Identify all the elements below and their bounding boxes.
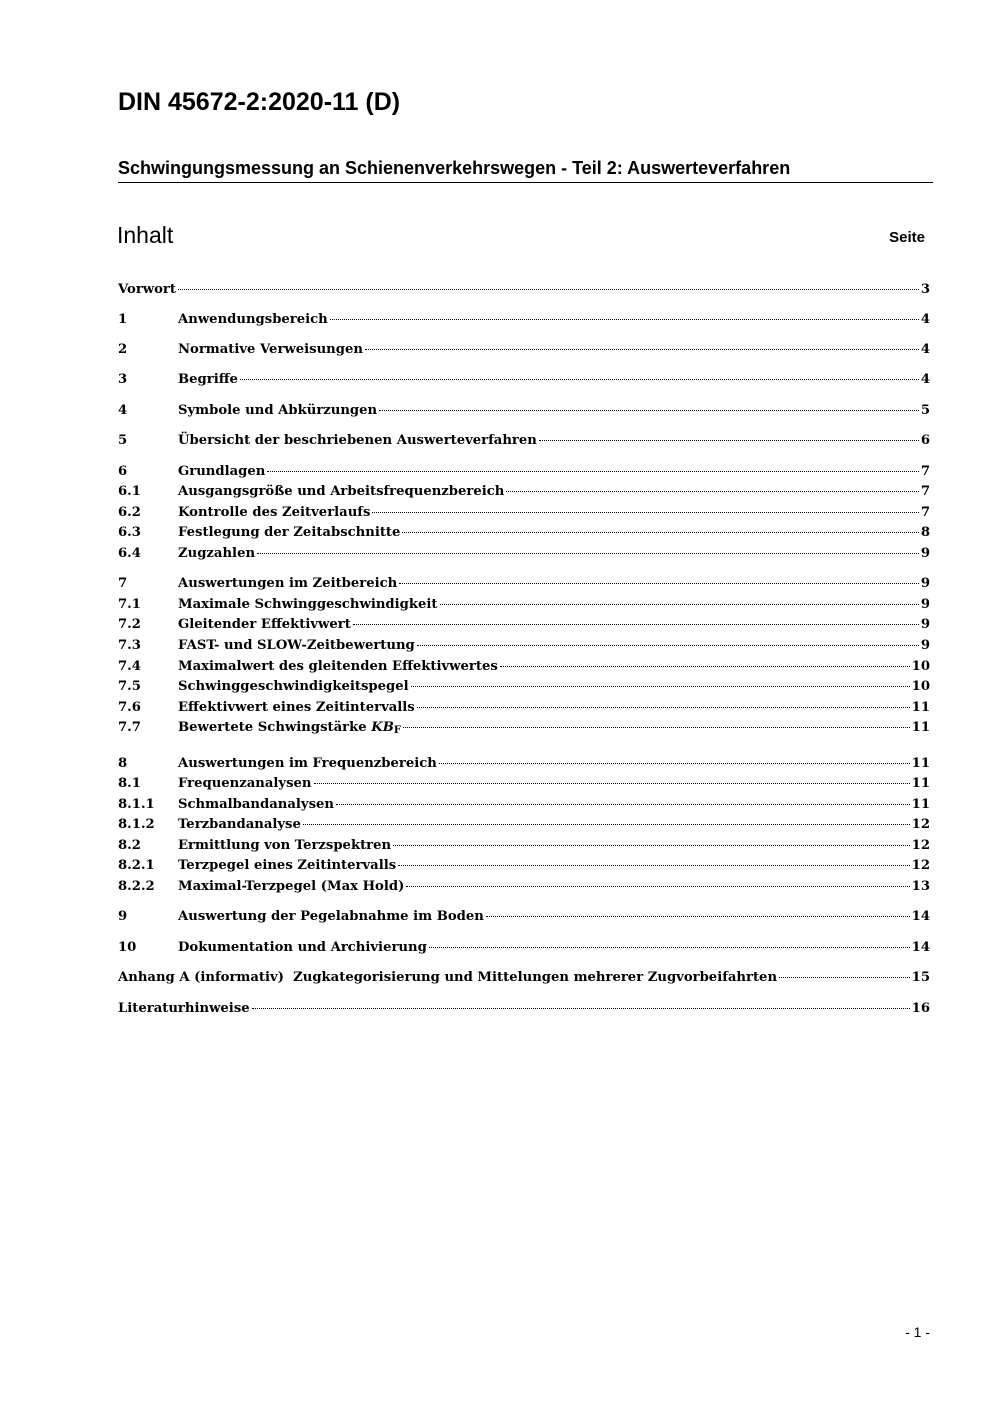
dot-leader: [417, 645, 919, 646]
dot-leader: [267, 471, 918, 472]
toc-entry-2[interactable]: [118, 340, 930, 360]
dot-leader: [399, 583, 919, 584]
toc-entry-anhang-a[interactable]: [118, 968, 930, 988]
dot-leader: [539, 440, 919, 441]
dot-leader: [252, 1008, 910, 1009]
toc-entry-page: 15: [911, 970, 930, 985]
toc-entry-page: 14: [911, 940, 930, 955]
toc-entry-label: Terzpegel eines Zeitintervalls: [178, 858, 397, 873]
toc-entry-page: 11: [911, 700, 930, 715]
toc-entry-label: Dokumentation und Archivierung: [178, 940, 427, 955]
dot-leader: [178, 289, 919, 290]
dot-leader: [406, 886, 909, 887]
dot-leader: [372, 512, 918, 513]
toc-entry-page: 7: [920, 484, 930, 499]
toc-entry-label: Ermittlung von Terzspektren: [178, 838, 392, 853]
toc-entry-number: 6: [118, 464, 128, 479]
document-title: DIN 45672-2:2020-11 (D): [118, 88, 401, 116]
symbol-subscript: F: [393, 725, 401, 736]
toc-entry-page: 5: [920, 403, 930, 418]
toc-entry-number: 7: [118, 576, 128, 591]
toc-entry-number: 8.1.1: [118, 797, 155, 812]
toc-entry-label: Symbole und Abkürzungen: [178, 403, 378, 418]
toc-entry-literaturhinweise[interactable]: [118, 999, 930, 1019]
toc-entry-page: 6: [920, 433, 930, 448]
toc-entry-6[interactable]: [118, 462, 930, 482]
toc-entry-page: 11: [911, 797, 930, 812]
page-number: - 1 -: [905, 1324, 930, 1340]
toc-entry-page: 9: [920, 576, 930, 591]
toc-entry-page: 11: [911, 756, 930, 771]
dot-leader: [486, 916, 910, 917]
toc-entry-label: Festlegung der Zeitabschnitte: [178, 525, 401, 540]
toc-entry-number: 4: [118, 403, 128, 418]
toc-entry-number: 6.4: [118, 546, 141, 561]
dot-leader: [429, 947, 910, 948]
toc-entry-page: 4: [920, 342, 930, 357]
toc-entry-6-2[interactable]: [118, 503, 930, 523]
toc-entry-9[interactable]: [118, 907, 930, 927]
dot-leader: [440, 604, 919, 605]
toc-entry-7-2[interactable]: [118, 615, 930, 635]
toc-entry-label: Terzbandanalyse: [178, 817, 301, 832]
toc-entry-7-5[interactable]: [118, 677, 930, 697]
symbol-kb: KB: [371, 720, 394, 735]
dot-leader: [353, 624, 919, 625]
toc-entry-number: 7.1: [118, 597, 141, 612]
toc-entry-page: 9: [920, 617, 930, 632]
toc-entry-page: 11: [911, 776, 930, 791]
dot-leader: [330, 319, 919, 320]
toc-entry-label: Übersicht der beschriebenen Auswerteverfahren: [178, 433, 537, 448]
toc-entry-page: 13: [911, 879, 930, 894]
toc-entry-page: 8: [920, 525, 930, 540]
toc-entry-page: 3: [920, 282, 930, 297]
toc-entry-7-3[interactable]: [118, 636, 930, 656]
toc-entry-label: Maximal-Terzpegel (Max Hold): [178, 879, 405, 894]
toc-entry-page: 12: [911, 858, 930, 873]
toc-entry-label: Anwendungsbereich: [178, 312, 328, 327]
dot-leader: [336, 804, 910, 805]
toc-entry-7-7[interactable]: [118, 718, 930, 738]
toc-entry-label: Vorwort: [118, 282, 176, 297]
toc-entry-number: 8.1: [118, 776, 141, 791]
toc-entry-number: 8: [118, 756, 128, 771]
dot-leader: [393, 845, 910, 846]
toc-entry-label: Grundlagen: [178, 464, 266, 479]
toc-entry-number: 2: [118, 342, 128, 357]
toc-entry-8-1-1[interactable]: [118, 795, 930, 815]
toc-entry-page: 11: [911, 720, 930, 735]
toc-entry-number: 8.2.2: [118, 879, 155, 894]
toc-entry-number: 7.5: [118, 679, 141, 694]
toc-entry-8-2-2[interactable]: [118, 877, 930, 897]
toc-entry-number: 5: [118, 433, 128, 448]
toc-entry-label: Frequenzanalysen: [178, 776, 312, 791]
toc-entry-label: Maximalwert des gleitenden Effektivwertes: [178, 659, 498, 674]
toc-entry-10[interactable]: [118, 938, 930, 958]
toc-entry-number: 8.1.2: [118, 817, 155, 832]
dot-leader: [398, 865, 910, 866]
toc-entry-label: Kontrolle des Zeitverlaufs: [178, 505, 371, 520]
toc-entry-7-1[interactable]: [118, 595, 930, 615]
dot-leader: [779, 977, 910, 978]
toc-entry-8-1-2[interactable]: [118, 815, 930, 835]
toc-entry-6-1[interactable]: [118, 482, 930, 502]
dot-leader: [411, 686, 910, 687]
toc-entry-label: Effektivwert eines Zeitintervalls: [178, 700, 415, 715]
toc-entry-8-2-1[interactable]: [118, 856, 930, 876]
dot-leader: [257, 553, 919, 554]
toc-entry-label: Schwinggeschwindigkeitspegel: [178, 679, 409, 694]
toc-entry-page: 10: [911, 679, 930, 694]
toc-entry-page: 12: [911, 817, 930, 832]
toc-entry-page: 4: [920, 372, 930, 387]
toc-entry-label: Schmalbandanalysen: [178, 797, 334, 812]
toc-entry-page: 12: [911, 838, 930, 853]
toc-entry-label: Literaturhinweise: [118, 1001, 250, 1016]
toc-entry-label: Bewertete Schwingstärke $KB_F$: [178, 720, 401, 736]
toc-entry-1[interactable]: [118, 310, 930, 330]
dot-leader: [240, 379, 919, 380]
toc-entry-number: 6.2: [118, 505, 141, 520]
toc-entry-label: Gleitender Effektivwert: [178, 617, 351, 632]
toc-entry-number: 7.7: [118, 720, 141, 735]
toc-entry-number: 7.3: [118, 638, 141, 653]
toc-entry-label: Ausgangsgröße und Arbeitsfrequenzbereich: [178, 484, 505, 499]
toc-entry-number: 8.2.1: [118, 858, 155, 873]
toc-entry-8-2[interactable]: [118, 836, 930, 856]
toc-entry-page: 16: [911, 1001, 930, 1016]
document-subtitle: Schwingungsmessung an Schienenverkehrswegen - Teil 2: Auswerteverfahren: [118, 158, 933, 183]
dot-leader: [417, 707, 910, 708]
toc-entry-vorwort[interactable]: [118, 280, 930, 300]
toc-page-column-header: Seite: [889, 229, 925, 246]
dot-leader: [500, 666, 910, 667]
toc-entry-page: 14: [911, 909, 930, 924]
toc-entry-page: 9: [920, 546, 930, 561]
toc-entry-number: 10: [118, 940, 137, 955]
toc-entry-label: Maximale Schwinggeschwindigkeit: [178, 597, 438, 612]
dot-leader: [402, 532, 918, 533]
toc-entry-page: 10: [911, 659, 930, 674]
toc-entry-number: 6.3: [118, 525, 141, 540]
toc-entry-number: 7.6: [118, 700, 141, 715]
toc-entry-label: Anhang A (informativ) Zugkategorisierung und Mittelungen mehrerer Zugvorbeifahrten: [118, 970, 778, 985]
toc-entry-6-3[interactable]: [118, 523, 930, 543]
toc-entry-number: 9: [118, 909, 128, 924]
toc-entry-number: 1: [118, 312, 128, 327]
toc-entry-page: 4: [920, 312, 930, 327]
toc-entry-page: 7: [920, 505, 930, 520]
dot-leader: [379, 410, 919, 411]
toc-entry-label: Begriffe: [178, 372, 238, 387]
dot-leader: [403, 727, 910, 728]
toc-entry-7-6[interactable]: [118, 698, 930, 718]
toc-entry-label: Auswertung der Pegelabnahme im Boden: [178, 909, 484, 924]
toc-entry-page: 9: [920, 597, 930, 612]
dot-leader: [303, 824, 910, 825]
dot-leader: [439, 763, 910, 764]
toc-entry-number: 3: [118, 372, 128, 387]
toc-entry-number: 7.4: [118, 659, 141, 674]
toc-entry-6-4[interactable]: [118, 544, 930, 564]
dot-leader: [506, 491, 918, 492]
toc-entry-5[interactable]: [118, 431, 930, 451]
toc-entry-3[interactable]: [118, 370, 930, 390]
toc-entry-page: 7: [920, 464, 930, 479]
toc-entry-7[interactable]: [118, 574, 930, 594]
toc-entry-label: Auswertungen im Frequenzbereich: [178, 756, 437, 771]
toc-entry-label: Normative Verweisungen: [178, 342, 363, 357]
toc-heading: Inhalt: [117, 222, 174, 248]
dot-leader: [365, 349, 919, 350]
toc-entry-4[interactable]: [118, 401, 930, 421]
toc-entry-label: FAST- und SLOW-Zeitbewertung: [178, 638, 415, 653]
toc-entry-label: Auswertungen im Zeitbereich: [178, 576, 398, 591]
dot-leader: [314, 783, 910, 784]
toc-entry-number: 6.1: [118, 484, 141, 499]
toc-entry-number: 8.2: [118, 838, 141, 853]
toc-entry-7-4[interactable]: [118, 657, 930, 677]
toc-entry-8-1[interactable]: [118, 774, 930, 794]
toc-entry-label: Zugzahlen: [178, 546, 256, 561]
toc-entry-8[interactable]: [118, 754, 930, 774]
toc-entry-number: 7.2: [118, 617, 141, 632]
toc-entry-page: 9: [920, 638, 930, 653]
